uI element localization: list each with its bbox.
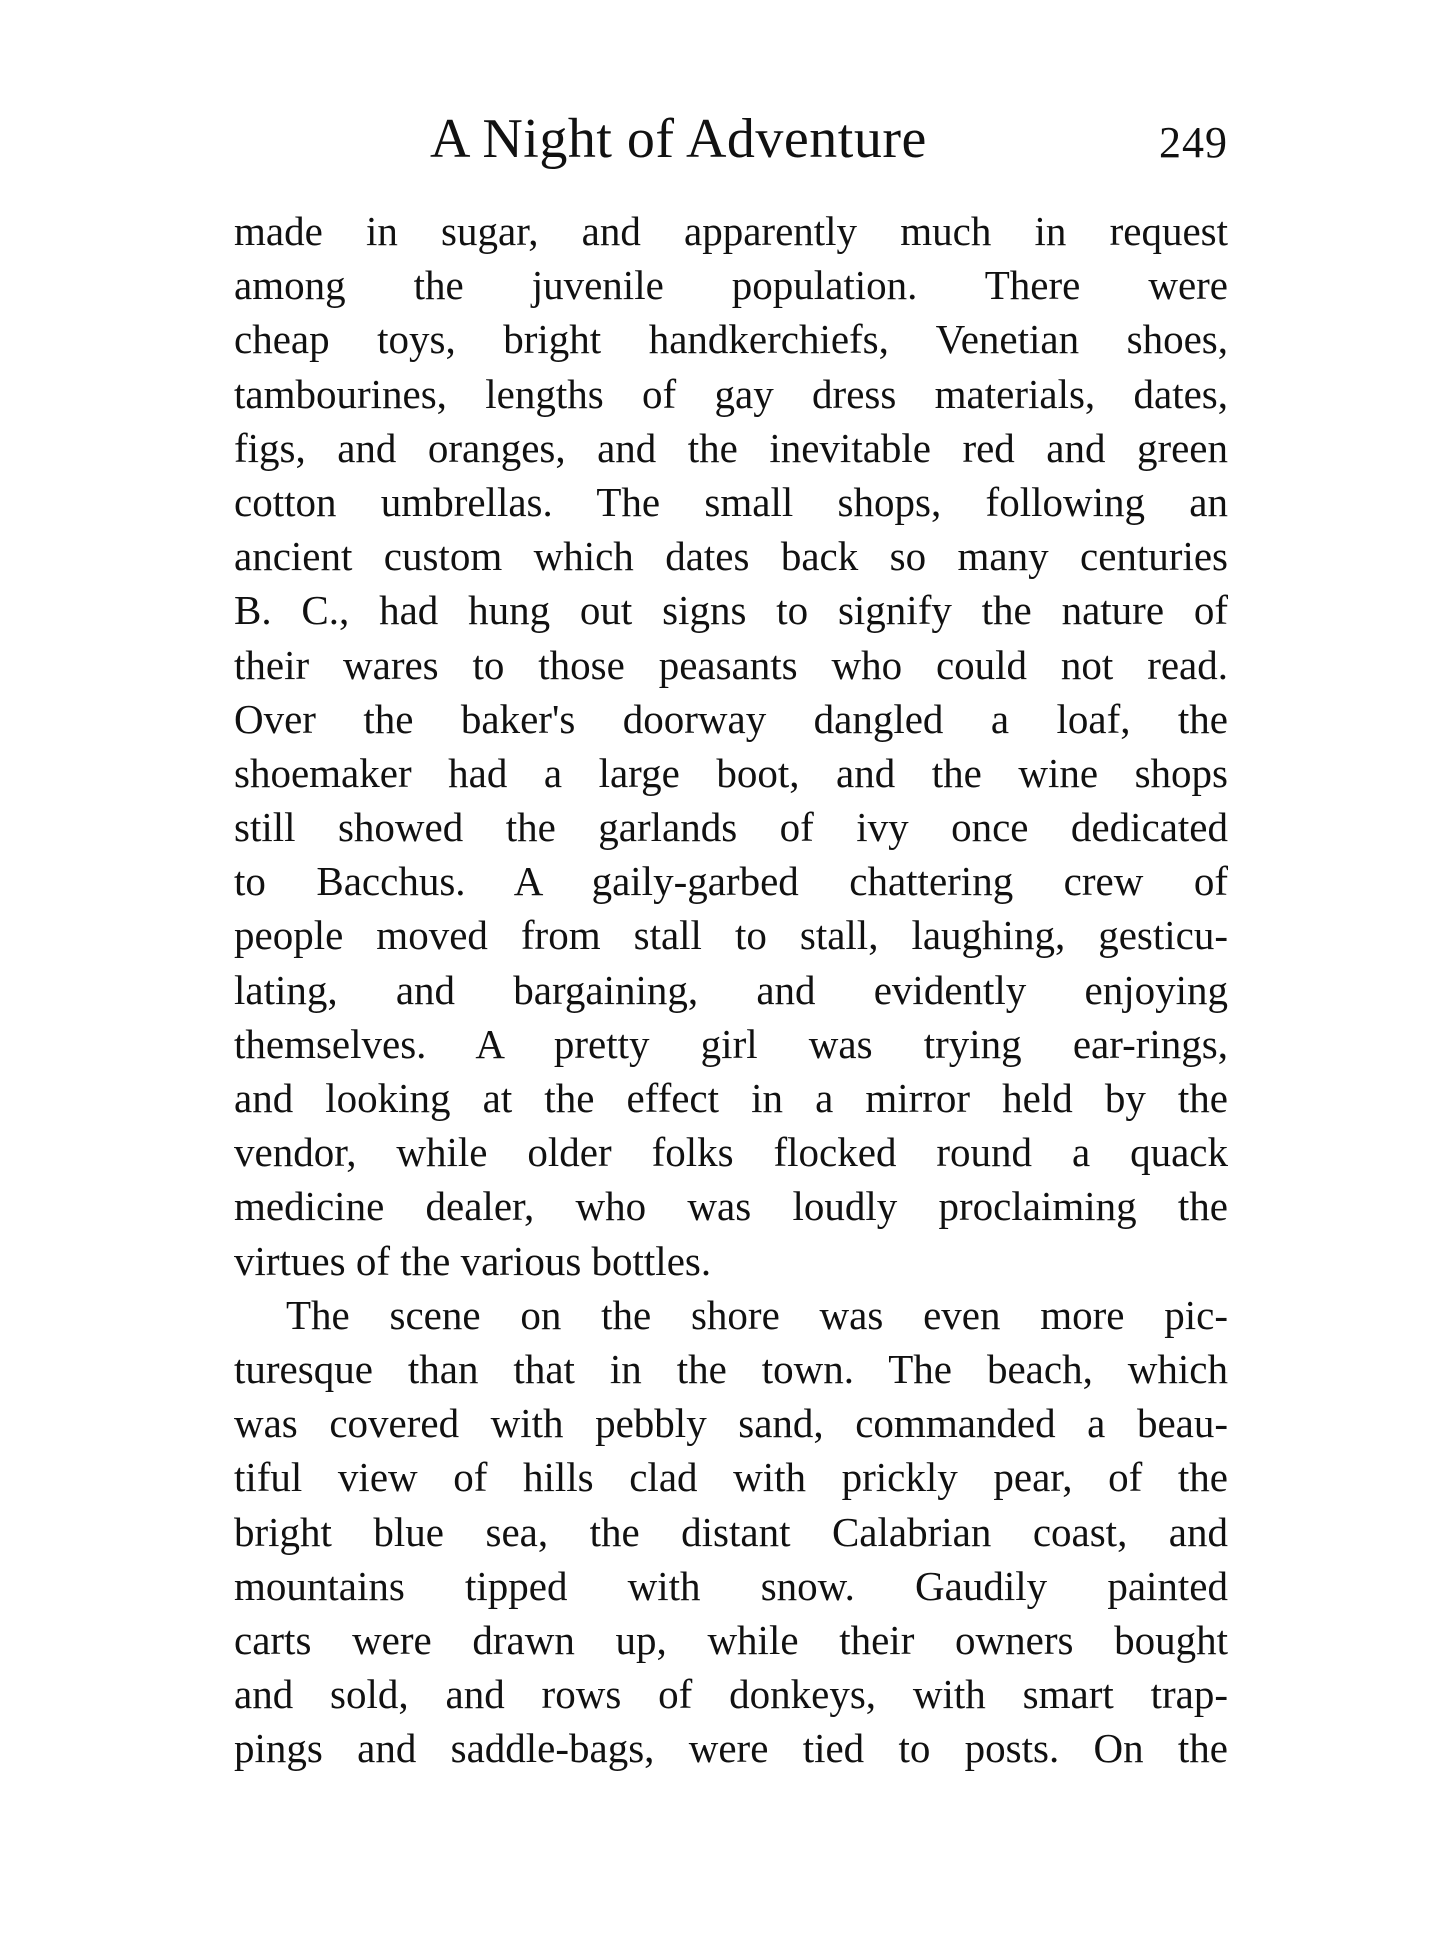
text-line: cheap toys, bright handkerchiefs, Venetian shoes, <box>234 316 1228 363</box>
text-line: pings and saddle-bags, were tied to posts. On the <box>234 1725 1228 1772</box>
text-line: B. C., had hung out signs to signify the nature of <box>234 587 1228 634</box>
text-line: mountains tipped with snow. Gaudily painted <box>234 1562 1228 1609</box>
text-line: carts were drawn up, while their owners bought <box>234 1616 1228 1663</box>
text-line: and sold, and rows of donkeys, with smart trap- <box>234 1671 1228 1718</box>
text-line: tiful view of hills clad with prickly pear, of the <box>234 1454 1228 1501</box>
text-line: shoemaker had a large boot, and the wine shops <box>234 749 1228 796</box>
text-line: medicine dealer, who was loudly proclaiming the <box>234 1183 1228 1230</box>
text-line: to Bacchus. A gaily-garbed chattering crew of <box>234 858 1228 905</box>
text-line: made in sugar, and apparently much in request <box>234 208 1228 254</box>
paragraph-1 <box>234 204 1228 1288</box>
text-line: vendor, while older folks flocked round a quack <box>234 1129 1228 1176</box>
text-line: and looking at the effect in a mirror held by the <box>234 1075 1228 1121</box>
body-text <box>234 204 1228 1775</box>
text-line: people moved from stall to stall, laughing, gesticu- <box>234 912 1228 959</box>
text-line: their wares to those peasants who could not read. <box>234 641 1228 688</box>
text-line: virtues of the various bottles. <box>234 1237 712 1284</box>
text-line: turesque than that in the town. The beach, which <box>234 1345 1228 1392</box>
text-line: bright blue sea, the distant Calabrian coast, and <box>234 1508 1228 1555</box>
text-line: themselves. A pretty girl was trying ear-rings, <box>234 1020 1228 1067</box>
text-line: was covered with pebbly sand, commanded a beau- <box>234 1400 1228 1447</box>
text-line: tambourines, lengths of gay dress materials, dates, <box>234 370 1228 417</box>
running-head <box>234 104 1228 174</box>
text-line: cotton umbrellas. The small shops, following an <box>234 478 1228 525</box>
running-title: A Night of Adventure <box>430 108 927 170</box>
text-line: Over the baker's doorway dangled a loaf, the <box>234 695 1228 742</box>
text-line: among the juvenile population. There were <box>234 262 1228 309</box>
text-line: still showed the garlands of ivy once dedicated <box>234 804 1228 851</box>
text-line: figs, and oranges, and the inevitable red and green <box>234 424 1228 471</box>
text-line: The scene on the shore was even more pic- <box>286 1291 1228 1338</box>
page-number: 249 <box>1159 118 1228 167</box>
paragraph-2 <box>234 1288 1228 1776</box>
text-line: ancient custom which dates back so many centuries <box>234 533 1228 580</box>
text-line: lating, and bargaining, and evidently enjoying <box>234 966 1228 1013</box>
